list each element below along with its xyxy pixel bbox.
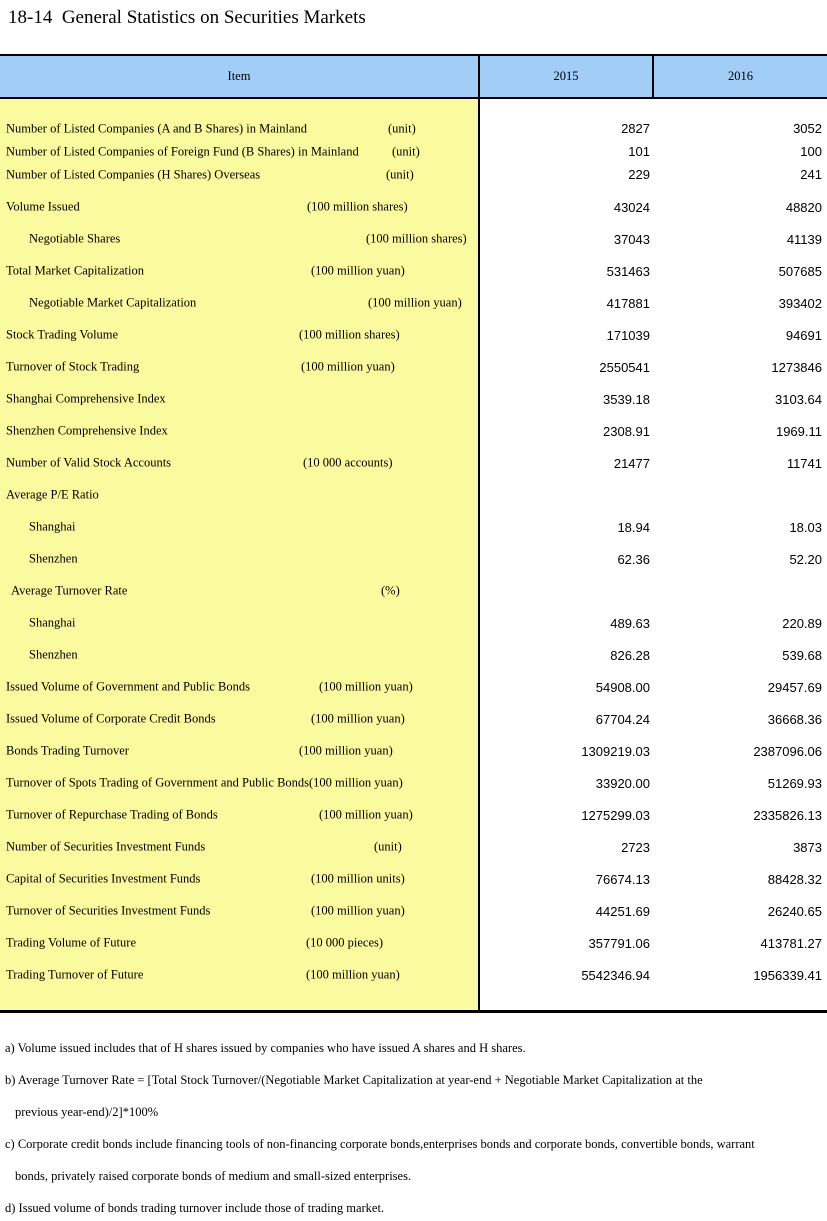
value-2016: 507685 — [778, 263, 822, 279]
value-2015: 18.94 — [617, 519, 650, 535]
item-label: Number of Listed Companies (A and B Shares) in Mainland — [6, 121, 307, 135]
item-cell — [0, 831, 480, 863]
value-2015: 2550541 — [599, 359, 650, 375]
value-2015: 67704.24 — [595, 711, 650, 727]
item-label: Shenzhen — [29, 551, 78, 566]
item-cell — [0, 117, 480, 140]
table-row — [0, 351, 827, 383]
footnote-line: d) Issued volume of bonds trading turnover include those of trading market. — [5, 1201, 385, 1215]
item-unit: (100 million shares) — [299, 327, 400, 342]
item-label: Number of Valid Stock Accounts — [6, 455, 172, 470]
value-2016: 100 — [800, 144, 822, 159]
footnote-line: a) Volume issued includes that of H shares issued by companies who have issued A shares and H shares. — [5, 1041, 526, 1055]
value-2015 — [480, 575, 654, 607]
item-unit: (100 million shares) — [307, 199, 408, 214]
item-cell — [0, 735, 480, 767]
value-2016: 2387096.06 — [753, 743, 822, 759]
item-cell — [0, 543, 480, 575]
item-cell — [0, 799, 480, 831]
item-label: Trading Turnover of Future — [6, 967, 144, 982]
value-2016 — [654, 575, 827, 607]
item-label: Shanghai Comprehensive Index — [6, 391, 166, 406]
item-cell — [0, 927, 480, 959]
item-unit: (unit) — [388, 121, 416, 135]
table-row — [0, 447, 827, 479]
table-row — [0, 479, 827, 511]
table-row — [0, 671, 827, 703]
item-label: Total Market Capitalization — [6, 263, 144, 278]
table-row — [0, 415, 827, 447]
item-cell — [0, 671, 480, 703]
item-label: Turnover of Repurchase Trading of Bonds — [6, 807, 218, 822]
item-cell — [0, 479, 480, 511]
item-unit: (100 million yuan) — [311, 903, 405, 918]
table-row — [0, 163, 827, 186]
column-header-item: Item — [0, 56, 480, 97]
item-cell — [0, 255, 480, 287]
item-unit: (unit) — [392, 144, 420, 158]
table-row — [0, 607, 827, 639]
item-cell — [0, 287, 480, 319]
item-label: Capital of Securities Investment Funds — [6, 871, 201, 886]
item-cell — [0, 319, 480, 351]
value-2015: 531463 — [606, 263, 650, 279]
value-2016: 18.03 — [789, 519, 822, 535]
column-header-2015: 2015 — [480, 56, 654, 97]
table-row — [0, 863, 827, 895]
value-2016: 539.68 — [782, 647, 822, 663]
value-2016: 3052 — [793, 121, 822, 136]
value-2015: 62.36 — [617, 551, 650, 567]
table-row — [0, 575, 827, 607]
footnote-line: previous year-end)/2]*100% — [15, 1105, 159, 1119]
item-label: Average Turnover Rate — [11, 583, 128, 598]
item-cell — [0, 863, 480, 895]
item-unit: (100 million units) — [311, 871, 405, 886]
value-2015: 76674.13 — [595, 871, 650, 887]
table-row — [0, 831, 827, 863]
value-2015: 44251.69 — [595, 903, 650, 919]
item-unit: (100 million yuan) — [311, 711, 405, 726]
item-unit: (100 million yuan) — [311, 263, 405, 278]
value-2016: 1956339.41 — [753, 967, 822, 983]
value-2016 — [654, 479, 827, 511]
value-2016: 1273846 — [771, 359, 822, 375]
value-2016: 51269.93 — [767, 775, 822, 791]
item-label: Shenzhen Comprehensive Index — [6, 423, 168, 438]
footnotes — [5, 1032, 825, 1221]
table-row — [0, 511, 827, 543]
value-2015: 37043 — [613, 231, 650, 247]
item-label: Negotiable Shares — [29, 231, 121, 246]
value-2016: 26240.65 — [767, 903, 822, 919]
table-row — [0, 799, 827, 831]
value-2015: 1275299.03 — [581, 807, 650, 823]
value-2015: 21477 — [613, 455, 650, 471]
value-2015: 357791.06 — [588, 935, 650, 951]
value-2015: 2723 — [621, 839, 650, 855]
value-2015: 417881 — [606, 295, 650, 311]
table-row — [0, 255, 827, 287]
item-cell — [0, 703, 480, 735]
value-2016: 241 — [800, 167, 822, 182]
item-cell — [0, 607, 480, 639]
item-label: Number of Listed Companies of Foreign Fund (B Shares) in Mainland — [6, 144, 359, 158]
item-unit: (100 million yuan) — [319, 807, 413, 822]
item-unit: (100 million yuan) — [368, 295, 462, 310]
value-2016: 29457.69 — [767, 679, 822, 695]
value-2016: 393402 — [778, 295, 822, 311]
item-label: Turnover of Stock Trading — [6, 359, 140, 374]
value-2015: 2308.91 — [603, 423, 650, 439]
item-cell — [0, 895, 480, 927]
table-row — [0, 223, 827, 255]
item-cell — [0, 383, 480, 415]
table-row — [0, 543, 827, 575]
item-label: Volume Issued — [6, 199, 80, 214]
value-2016: 3103.64 — [775, 391, 822, 407]
item-cell — [0, 447, 480, 479]
table-row — [0, 639, 827, 671]
table-header-row — [0, 54, 827, 99]
value-2016: 94691 — [785, 327, 822, 343]
table-row — [0, 703, 827, 735]
value-2016: 52.20 — [789, 551, 822, 567]
item-label: Negotiable Market Capitalization — [29, 295, 197, 310]
footnote-line: bonds, privately raised corporate bonds of medium and small-sized enterprises. — [15, 1169, 412, 1183]
item-label: Number of Securities Investment Funds — [6, 839, 206, 854]
value-2015: 5542346.94 — [581, 967, 650, 983]
value-2015: 54908.00 — [595, 679, 650, 695]
footnote-line: b) Average Turnover Rate = [Total Stock Turnover/(Negotiable Market Capitalization at year-end + Negotiable Market Capitalization at the — [5, 1073, 703, 1087]
value-2015: 3539.18 — [603, 391, 650, 407]
value-2015: 826.28 — [610, 647, 650, 663]
item-cell — [0, 415, 480, 447]
value-2016: 48820 — [785, 199, 822, 215]
item-cell — [0, 351, 480, 383]
item-unit: (%) — [381, 583, 400, 598]
value-2016: 36668.36 — [767, 711, 822, 727]
item-label: Issued Volume of Corporate Credit Bonds — [6, 711, 216, 726]
table-row — [0, 319, 827, 351]
value-2016: 3873 — [793, 839, 822, 855]
item-cell — [0, 511, 480, 543]
value-2015: 33920.00 — [595, 775, 650, 791]
value-2016: 88428.32 — [767, 871, 822, 887]
item-cell — [0, 223, 480, 255]
item-cell — [0, 140, 480, 163]
item-label: Bonds Trading Turnover — [6, 743, 129, 758]
value-2016: 1969.11 — [775, 423, 822, 439]
item-label: Stock Trading Volume — [6, 327, 119, 342]
item-cell — [0, 767, 480, 799]
item-unit: (10 000 pieces) — [306, 935, 384, 950]
item-unit: (unit) — [374, 839, 402, 854]
value-2016: 220.89 — [782, 615, 822, 631]
table-row — [0, 895, 827, 927]
value-2015: 489.63 — [610, 615, 650, 631]
item-label: Average P/E Ratio — [6, 487, 99, 502]
value-2015: 229 — [628, 167, 650, 182]
value-2016: 41139 — [786, 231, 822, 247]
table-row — [0, 767, 827, 799]
table-row — [0, 191, 827, 223]
item-unit: (10 000 accounts) — [303, 455, 393, 470]
item-cell — [0, 959, 480, 991]
item-unit: (100 million yuan) — [319, 679, 413, 694]
value-2015: 43024 — [613, 199, 650, 215]
item-cell — [0, 163, 480, 186]
value-2016: 413781.27 — [760, 935, 822, 951]
item-unit: (100 million yuan) — [301, 359, 395, 374]
table-body — [0, 99, 827, 1013]
item-unit: (100 million yuan) — [306, 967, 400, 982]
value-2016: 11741 — [786, 455, 822, 471]
table-row — [0, 927, 827, 959]
value-2016: 2335826.13 — [753, 807, 822, 823]
table-row — [0, 287, 827, 319]
item-cell — [0, 639, 480, 671]
item-label: Issued Volume of Government and Public Bonds — [6, 679, 250, 694]
item-cell — [0, 191, 480, 223]
table-row — [0, 117, 827, 140]
item-unit: (unit) — [386, 167, 414, 181]
value-2015: 171039 — [606, 327, 650, 343]
item-label: Shanghai — [29, 615, 76, 630]
table-row — [0, 140, 827, 163]
column-header-2016: 2016 — [728, 69, 753, 83]
item-cell — [0, 575, 480, 607]
item-label: Turnover of Spots Trading of Government and Public Bonds(100 million yuan) — [6, 775, 403, 790]
item-label: Shanghai — [29, 519, 76, 534]
item-label: Shenzhen — [29, 647, 78, 662]
footnote-line: c) Corporate credit bonds include financing tools of non-financing corporate bonds,enterprises bonds and corporate bonds, convertible bonds, warrant — [5, 1137, 755, 1151]
table-row — [0, 735, 827, 767]
item-label: Trading Volume of Future — [6, 935, 136, 950]
table-row — [0, 959, 827, 991]
item-unit: (100 million shares) — [366, 231, 467, 246]
item-label: Number of Listed Companies (H Shares) Overseas — [6, 167, 261, 181]
item-unit: (100 million yuan) — [299, 743, 393, 758]
value-2015 — [480, 479, 654, 511]
value-2015: 1309219.03 — [581, 743, 650, 759]
value-2015: 101 — [628, 144, 650, 159]
value-2015: 2827 — [621, 121, 650, 136]
page-title: 18-14 General Statistics on Securities Markets — [8, 7, 366, 28]
table-row — [0, 383, 827, 415]
item-label: Turnover of Securities Investment Funds — [6, 903, 211, 918]
